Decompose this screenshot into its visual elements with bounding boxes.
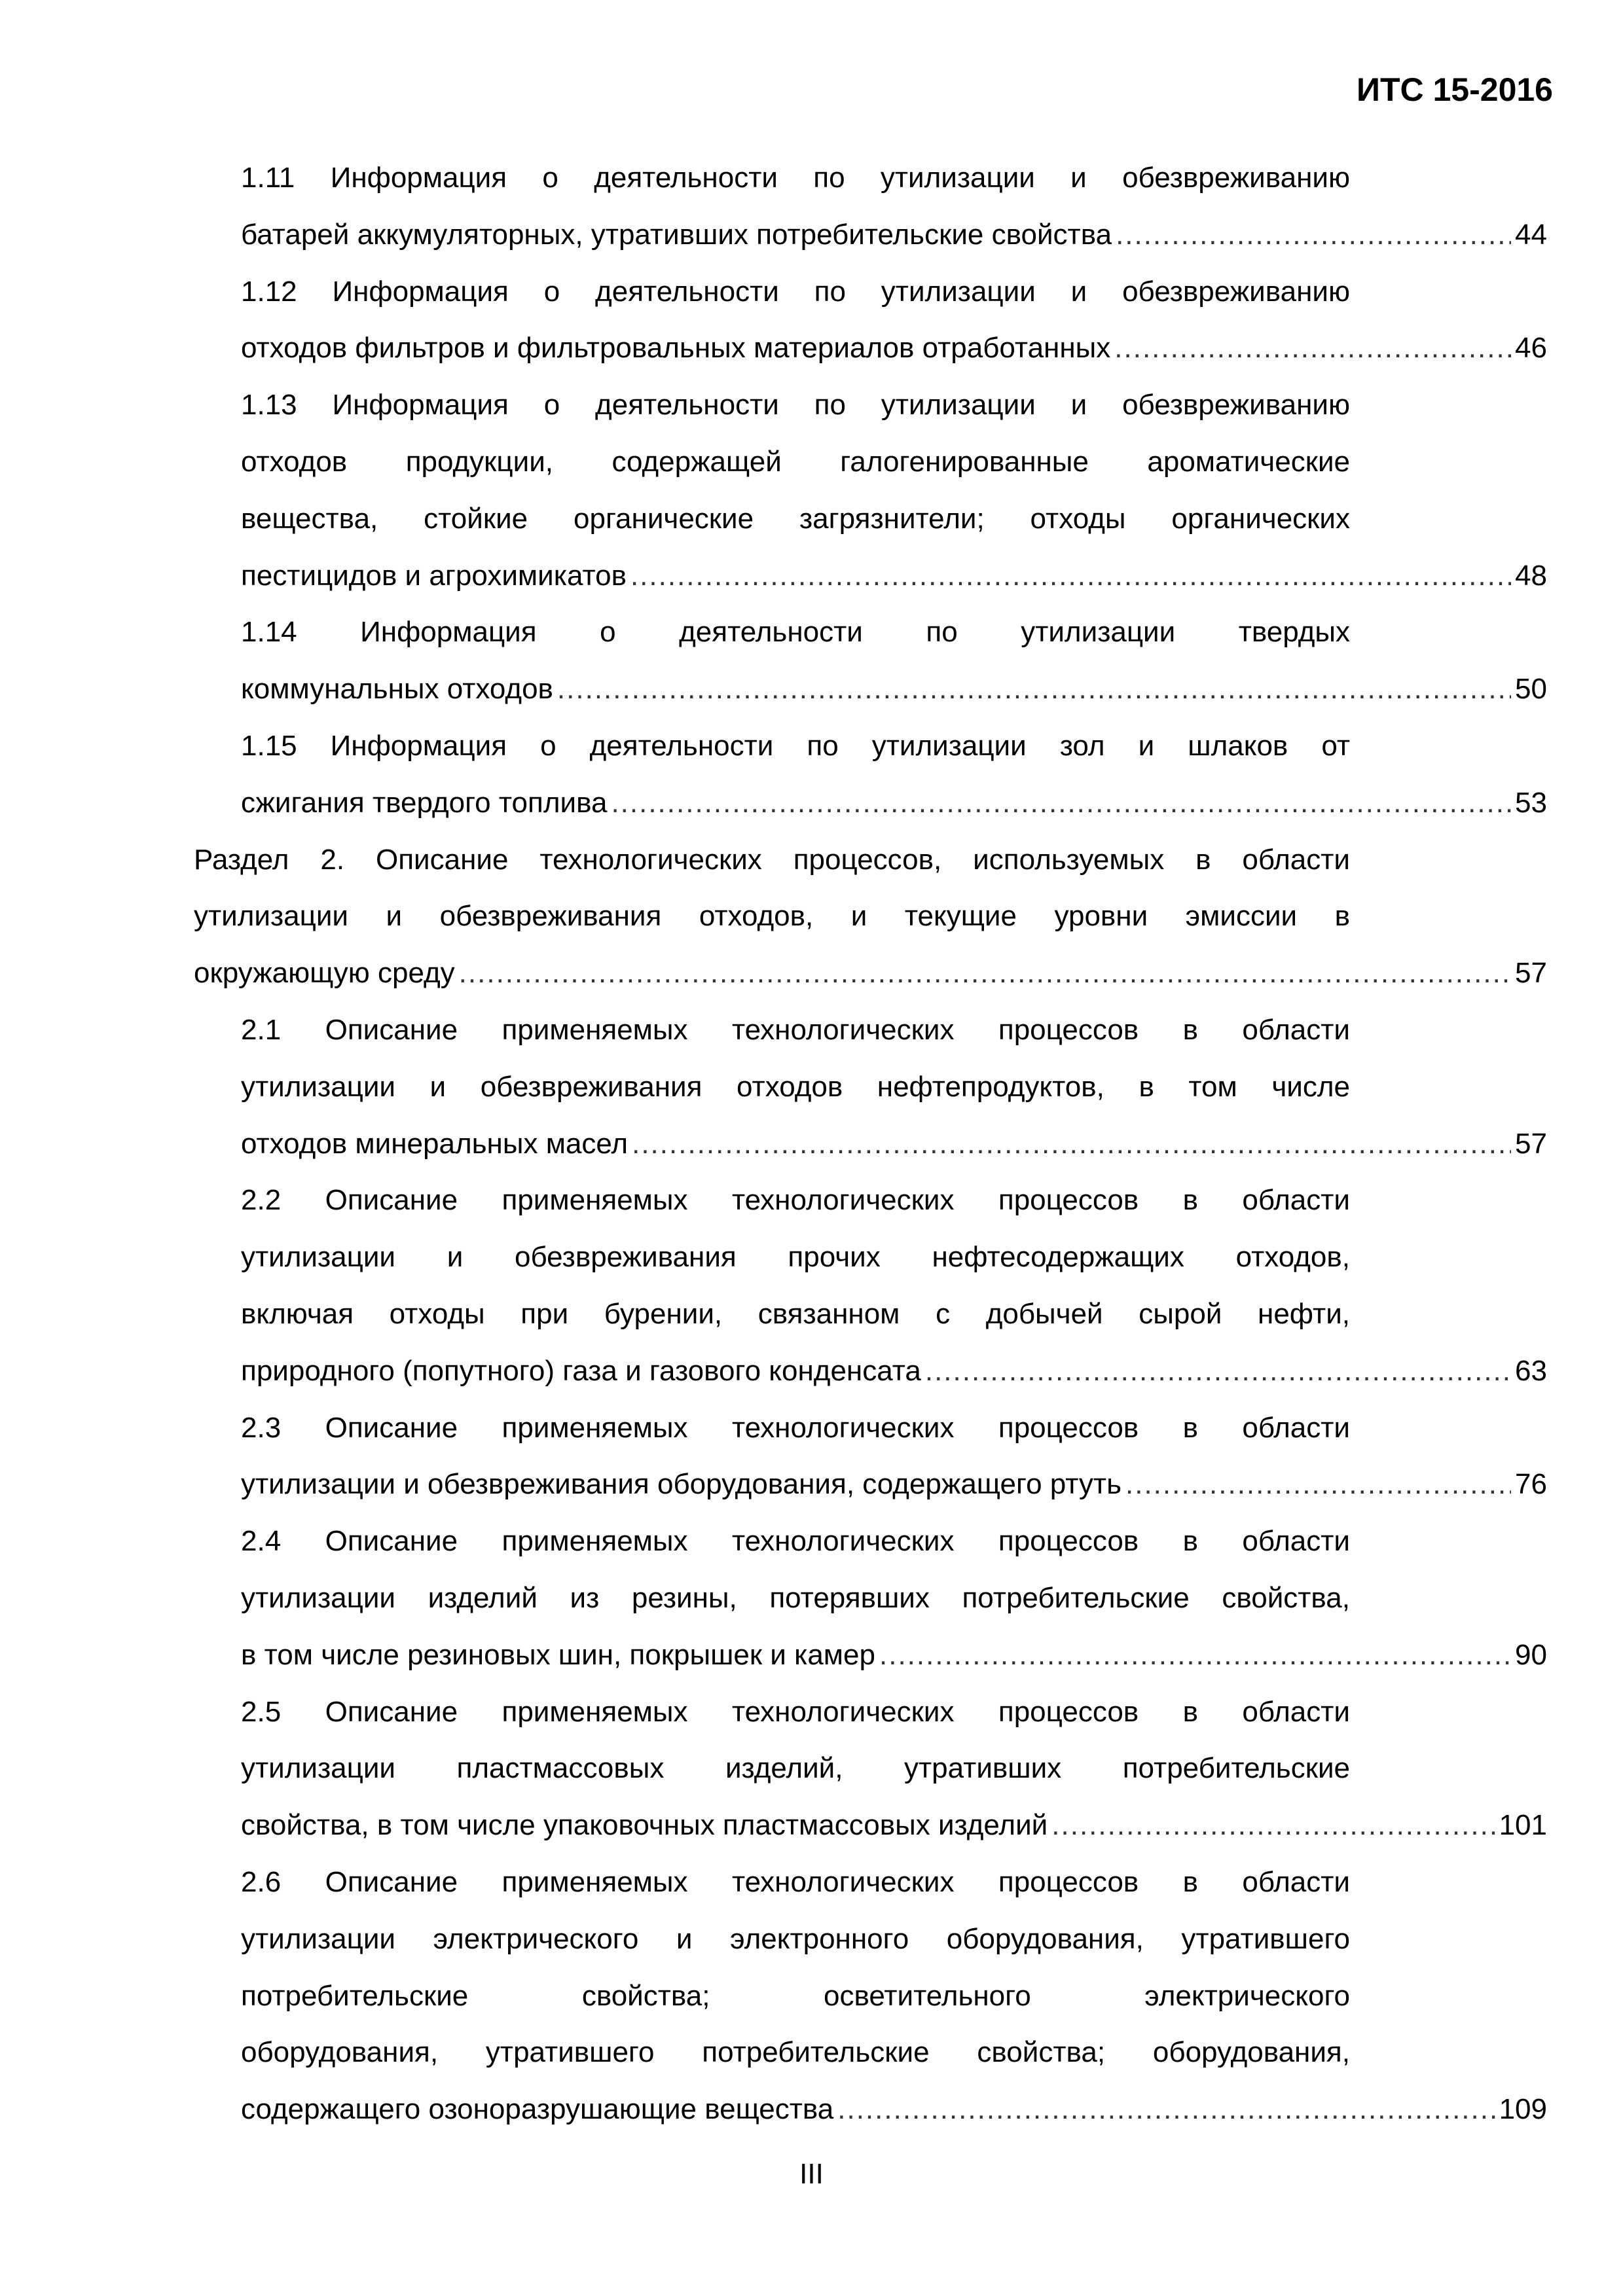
toc-text: 2.3 Описание применяемых технологических процессов в области	[241, 1411, 1350, 1444]
toc-page-number: 63	[1515, 1354, 1547, 1387]
toc-wrap-line	[241, 490, 1350, 547]
toc-wrap-line	[194, 831, 1350, 888]
toc-wrap-line	[241, 1967, 1350, 2024]
toc-entry-line	[194, 944, 1547, 1001]
toc-wrap-line	[241, 376, 1350, 433]
dot-leader	[837, 2081, 1495, 2138]
toc-wrap-line	[241, 149, 1350, 206]
toc-wrap-line	[241, 1001, 1350, 1058]
toc-text: утилизации и обезвреживания отходов, и текущие уровни эмиссии в	[194, 900, 1350, 933]
toc-text: потребительские свойства; осветительного электрического	[241, 1979, 1350, 2012]
toc-text: окружающую среду	[194, 957, 455, 990]
toc-wrap-line	[241, 2024, 1350, 2081]
toc-text: отходов фильтров и фильтровальных материалов отработанных	[241, 332, 1111, 365]
toc-page-number: 76	[1515, 1468, 1547, 1501]
toc-text: 2.1 Описание применяемых технологических процессов в области	[241, 1014, 1350, 1046]
toc-page-number: 46	[1515, 332, 1547, 365]
toc-text: оборудования, утратившего потребительские свойства; оборудования,	[241, 2036, 1350, 2069]
toc-entry-line	[241, 206, 1547, 263]
toc-text: отходов продукции, содержащей галогенированные ароматические	[241, 446, 1350, 478]
toc-text: 1.13 Информация о деятельности по утилизации и обезвреживанию	[241, 389, 1350, 422]
toc-text: 2.6 Описание применяемых технологических процессов в области	[241, 1866, 1350, 1898]
toc-page-number: 44	[1515, 218, 1547, 251]
toc-page-number: 50	[1515, 673, 1547, 706]
toc-wrap-line	[241, 1285, 1350, 1342]
toc-text: утилизации электрического и электронного оборудования, утратившего	[241, 1922, 1350, 1955]
toc-text: свойства, в том числе упаковочных пластмассовых изделий	[241, 1809, 1048, 1842]
dot-leader	[1051, 1797, 1495, 1854]
toc-page-number: 53	[1515, 786, 1547, 819]
toc-entry-line	[241, 774, 1547, 831]
dot-leader	[879, 1626, 1511, 1683]
toc-text: отходов минеральных масел	[241, 1127, 629, 1160]
toc-text: сжигания твердого топлива	[241, 786, 608, 819]
toc-wrap-line	[241, 717, 1350, 774]
toc-entry-line	[241, 547, 1547, 604]
toc-text: включая отходы при бурении, связанном с добычей сырой нефти,	[241, 1298, 1350, 1330]
toc-wrap-line	[241, 603, 1350, 660]
toc-wrap-line	[241, 1854, 1350, 1910]
dot-leader	[1125, 1456, 1511, 1513]
toc-page-number: 48	[1515, 559, 1547, 592]
toc-page-number: 57	[1515, 957, 1547, 990]
dot-leader	[630, 547, 1511, 604]
toc-wrap-line	[194, 888, 1350, 944]
toc-wrap-line	[241, 1740, 1350, 1797]
toc-text: вещества, стойкие органические загрязнители; отходы органических	[241, 502, 1350, 535]
toc-wrap-line	[241, 1058, 1350, 1115]
toc-text: утилизации и обезвреживания прочих нефтесодержащих отходов,	[241, 1241, 1350, 1274]
dot-leader	[1114, 319, 1511, 376]
dot-leader	[557, 660, 1511, 717]
toc-entry-line	[241, 1342, 1547, 1399]
toc-wrap-line	[241, 1570, 1350, 1626]
toc-text: 2.4 Описание применяемых технологических процессов в области	[241, 1525, 1350, 1558]
toc-text: 1.11 Информация о деятельности по утилизации и обезвреживанию	[241, 162, 1350, 194]
toc-page-number: 90	[1515, 1638, 1547, 1671]
toc-text: 1.12 Информация о деятельности по утилизации и обезвреживанию	[241, 275, 1350, 308]
dot-leader	[925, 1342, 1511, 1399]
toc-text: 2.2 Описание применяемых технологических процессов в области	[241, 1184, 1350, 1217]
toc-text: Раздел 2. Описание технологических процессов, используемых в области	[194, 843, 1350, 876]
toc-text: 2.5 Описание применяемых технологических процессов в области	[241, 1695, 1350, 1728]
toc-text: коммунальных отходов	[241, 673, 553, 706]
toc-text: природного (попутного) газа и газового конденсата	[241, 1354, 921, 1387]
toc-text: батарей аккумуляторных, утративших потребительские свойства	[241, 218, 1112, 251]
toc-wrap-line	[241, 433, 1350, 490]
toc-wrap-line	[241, 1683, 1350, 1740]
toc-text: утилизации и обезвреживания отходов нефтепродуктов, в том числе	[241, 1070, 1350, 1103]
dot-leader	[459, 944, 1511, 1001]
toc-entry-line	[241, 319, 1547, 376]
toc-entry-line	[241, 1115, 1547, 1172]
dot-leader	[632, 1115, 1511, 1172]
toc-text: 1.15 Информация о деятельности по утилизации зол и шлаков от	[241, 730, 1350, 762]
toc-wrap-line	[241, 1229, 1350, 1285]
toc-entry-line	[241, 660, 1547, 717]
toc-entry-line	[241, 1626, 1547, 1683]
dot-leader	[1116, 206, 1511, 263]
page-number: III	[799, 2158, 824, 2190]
toc-page-number: 57	[1515, 1127, 1547, 1160]
toc-text: 1.14 Информация о деятельности по утилизации твердых	[241, 616, 1350, 649]
toc-page-number: 101	[1499, 1809, 1547, 1842]
toc-wrap-line	[241, 263, 1350, 320]
toc-entry-line	[241, 1797, 1547, 1854]
document-id: ИТС 15-2016	[1357, 71, 1553, 108]
toc-text: утилизации и обезвреживания оборудования, содержащего ртуть	[241, 1468, 1122, 1501]
toc-wrap-line	[241, 1172, 1350, 1229]
toc-wrap-line	[241, 1399, 1350, 1456]
toc-entry-line	[241, 1456, 1547, 1513]
toc-text: утилизации пластмассовых изделий, утративших потребительские	[241, 1752, 1350, 1785]
toc-page-number: 109	[1499, 2093, 1547, 2126]
toc-text: содержащего озоноразрушающие вещества	[241, 2093, 834, 2126]
toc-wrap-line	[241, 1513, 1350, 1570]
toc-entry-line	[241, 2081, 1547, 2138]
dot-leader	[611, 774, 1511, 831]
toc-text: пестицидов и агрохимикатов	[241, 559, 627, 592]
toc-wrap-line	[241, 1910, 1350, 1967]
toc-text: утилизации изделий из резины, потерявших потребительские свойства,	[241, 1582, 1350, 1614]
toc-text: в том числе резиновых шин, покрышек и камер	[241, 1638, 875, 1671]
